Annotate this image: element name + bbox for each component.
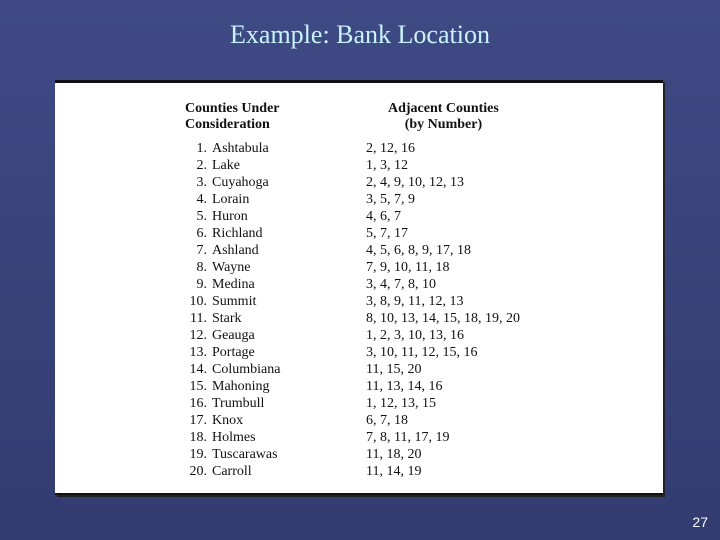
county-name: Medina xyxy=(212,277,255,292)
table-row xyxy=(185,293,605,310)
adjacent-counties: 2, 4, 9, 10, 12, 13 xyxy=(366,175,464,190)
row-number: 17. xyxy=(189,413,207,428)
row-number: 3. xyxy=(196,175,207,190)
county-name: Stark xyxy=(212,311,242,326)
adjacent-counties: 4, 6, 7 xyxy=(366,209,401,224)
county-name: Wayne xyxy=(212,260,251,275)
county-name: Ashland xyxy=(212,243,259,258)
county-name: Portage xyxy=(212,345,255,360)
header-counties-line1: Counties Under xyxy=(185,101,280,116)
adjacent-counties: 3, 4, 7, 8, 10 xyxy=(366,277,436,292)
header-adjacent-line1: Adjacent Counties xyxy=(388,101,499,116)
row-number: 16. xyxy=(189,396,207,411)
table-row xyxy=(185,361,605,378)
table-row xyxy=(185,208,605,225)
adjacent-counties: 11, 15, 20 xyxy=(366,362,422,377)
table-row xyxy=(185,327,605,344)
row-number: 15. xyxy=(189,379,207,394)
table-row xyxy=(185,310,605,327)
adjacent-counties: 2, 12, 16 xyxy=(366,141,415,156)
table-row xyxy=(185,395,605,412)
table-row xyxy=(185,344,605,361)
table-row xyxy=(185,463,605,480)
row-number: 11. xyxy=(190,311,207,326)
row-number: 18. xyxy=(189,430,207,445)
county-name: Columbiana xyxy=(212,362,281,377)
table-row xyxy=(185,191,605,208)
row-number: 8. xyxy=(196,260,207,275)
header-counties-line2: Consideration xyxy=(185,117,270,132)
table-body xyxy=(185,140,605,480)
adjacent-counties: 1, 2, 3, 10, 13, 16 xyxy=(366,328,464,343)
row-number: 20. xyxy=(189,464,207,479)
row-number: 12. xyxy=(189,328,207,343)
adjacent-counties: 3, 5, 7, 9 xyxy=(366,192,415,207)
adjacent-counties: 7, 9, 10, 11, 18 xyxy=(366,260,450,275)
county-name: Mahoning xyxy=(212,379,270,394)
adjacent-counties: 4, 5, 6, 8, 9, 17, 18 xyxy=(366,243,471,258)
county-name: Tuscarawas xyxy=(212,447,278,462)
county-name: Knox xyxy=(212,413,244,428)
row-number: 6. xyxy=(196,226,207,241)
row-number: 4. xyxy=(196,192,207,207)
table-row xyxy=(185,157,605,174)
table-panel xyxy=(55,80,663,495)
adjacent-counties: 1, 3, 12 xyxy=(366,158,408,173)
table-row xyxy=(185,174,605,191)
county-name: Trumbull xyxy=(212,396,265,411)
slide-title: Example: Bank Location xyxy=(230,20,490,49)
county-name: Carroll xyxy=(212,464,252,479)
adjacent-counties: 8, 10, 13, 14, 15, 18, 19, 20 xyxy=(366,311,520,326)
row-number: 14. xyxy=(189,362,207,377)
row-number: 10. xyxy=(189,294,207,309)
county-name: Richland xyxy=(212,226,263,241)
adjacent-counties: 11, 13, 14, 16 xyxy=(366,379,443,394)
county-name: Holmes xyxy=(212,430,256,445)
adjacent-counties: 5, 7, 17 xyxy=(366,226,408,241)
adjacent-counties: 11, 18, 20 xyxy=(366,447,422,462)
row-number: 19. xyxy=(189,447,207,462)
county-name: Ashtabula xyxy=(212,141,269,156)
adjacent-counties: 11, 14, 19 xyxy=(366,464,422,479)
header-counties xyxy=(185,101,280,133)
adjacent-counties: 3, 10, 11, 12, 15, 16 xyxy=(366,345,478,360)
table-row xyxy=(185,412,605,429)
adjacent-counties: 6, 7, 18 xyxy=(366,413,408,428)
page-number: 27 xyxy=(692,514,708,530)
table-row xyxy=(185,276,605,293)
county-name: Cuyahoga xyxy=(212,175,269,190)
county-name: Huron xyxy=(212,209,248,224)
row-number: 9. xyxy=(196,277,207,292)
table-row xyxy=(185,429,605,446)
county-name: Lake xyxy=(212,158,240,173)
table-row xyxy=(185,225,605,242)
county-name: Summit xyxy=(212,294,257,309)
row-number: 7. xyxy=(196,243,207,258)
county-name: Geauga xyxy=(212,328,255,343)
table-row xyxy=(185,378,605,395)
table-row xyxy=(185,140,605,157)
table-row xyxy=(185,242,605,259)
header-adjacent-line2: (by Number) xyxy=(404,117,483,132)
row-number: 2. xyxy=(196,158,207,173)
adjacent-counties: 1, 12, 13, 15 xyxy=(366,396,436,411)
adjacent-counties: 3, 8, 9, 11, 12, 13 xyxy=(366,294,464,309)
row-number: 13. xyxy=(189,345,207,360)
table-row xyxy=(185,259,605,276)
row-number: 1. xyxy=(196,141,207,156)
table-row xyxy=(185,446,605,463)
adjacent-counties: 7, 8, 11, 17, 19 xyxy=(366,430,450,445)
county-name: Lorain xyxy=(212,192,250,207)
row-number: 5. xyxy=(196,209,207,224)
header-adjacent xyxy=(388,101,499,133)
